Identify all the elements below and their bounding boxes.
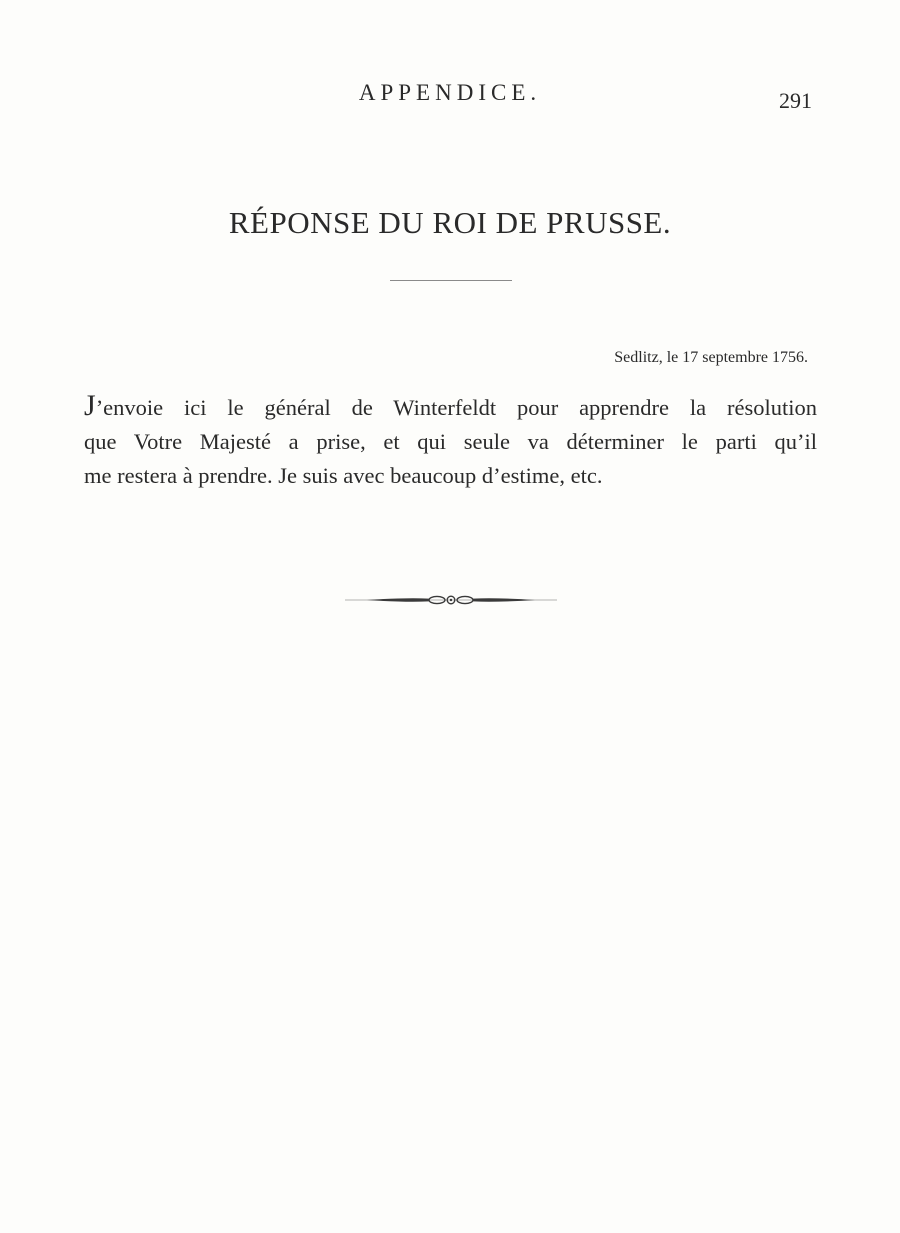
page-number: 291 (779, 88, 812, 113)
running-head: APPENDICE. (358, 80, 542, 105)
letter-line (84, 391, 817, 425)
initial-letter: J (84, 389, 96, 422)
page-title: RÉPONSE DU ROI DE PRUSSE. (228, 205, 672, 240)
letter-line: me restera à prendre. Je suis avec beaucoup d’estime, etc. (84, 463, 603, 488)
letter-body (84, 391, 817, 493)
ornament-divider (345, 590, 557, 610)
dateline: Sedlitz, le 17 septembre 1756. (614, 349, 808, 366)
letter-line: que Votre Majesté a prise, et qui seule va déterminer le parti qu’il (84, 429, 817, 454)
title-rule-divider (390, 280, 512, 281)
letter-line-text: ’envoie ici le général de Winterfeldt pour apprendre la résolution (95, 395, 817, 420)
